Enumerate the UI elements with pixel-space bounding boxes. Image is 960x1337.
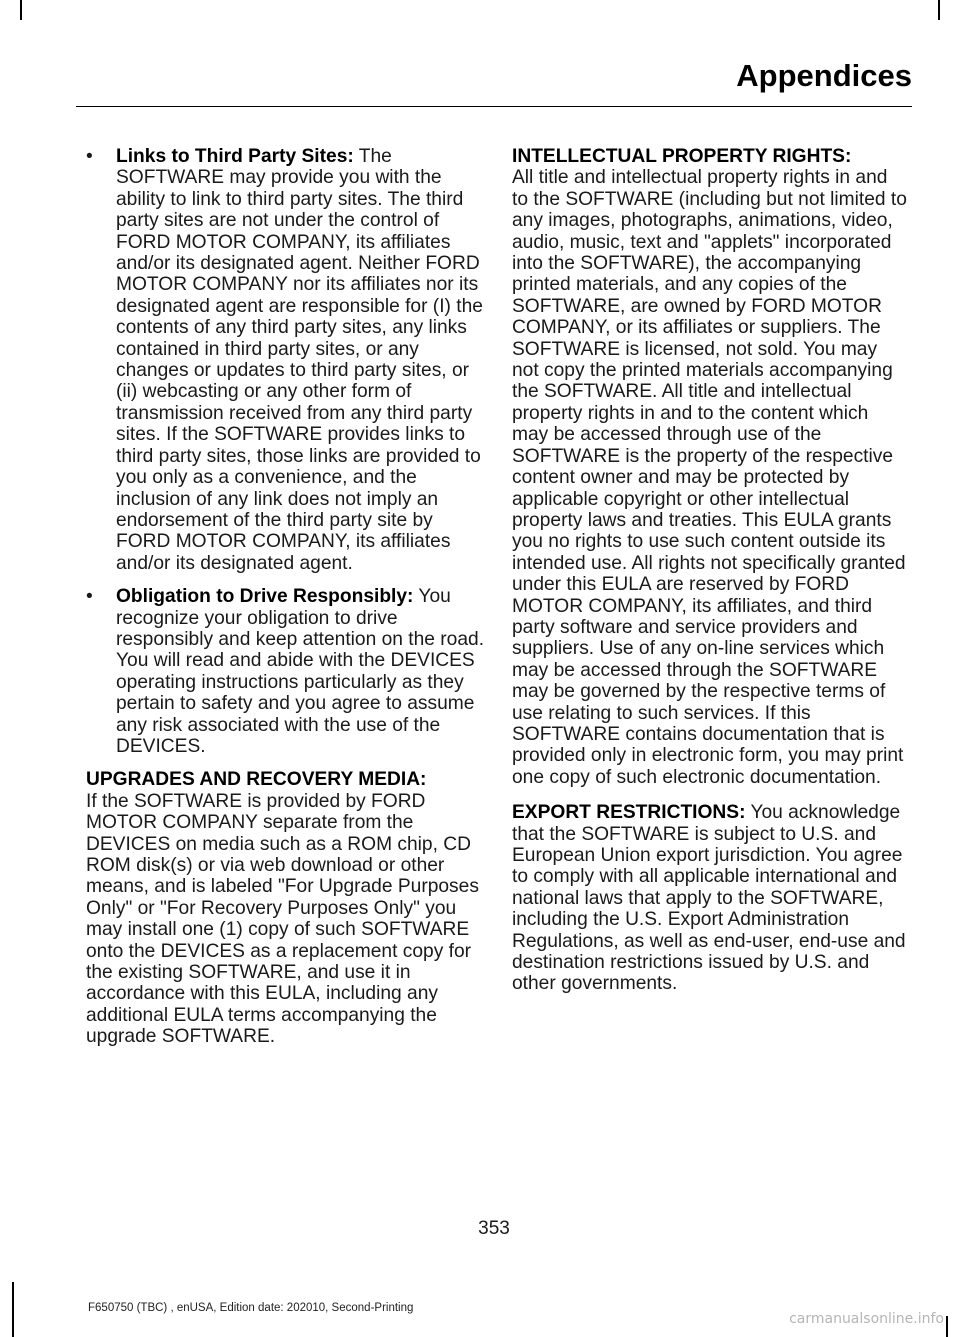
section-heading: EXPORT RESTRICTIONS: [512,802,746,824]
crop-mark-bottom-left [12,1282,14,1337]
header-divider [76,106,912,107]
section-heading: UPGRADES AND RECOVERY MEDIA: [86,769,427,791]
footer-edition: F650750 (TBC) , enUSA, Edition date: 202010, Second-Printing [88,1302,414,1314]
bullet-marker: • [86,586,93,608]
page-title: Appendices [736,58,912,93]
section-export-restrictions [512,802,908,995]
section-text: All title and intellectual property rights in and to the SOFTWARE (including but not limited to any images, photographs, animations, video, audio, music, text and "applets" incorporated into the SOFTWARE), the accompanying printed materials, and any copies of the SOFTWARE, are owned by FORD MOTOR COMPANY, or its affiliates or suppliers. The SOFTWARE is licensed, not sold. You may not copy the printed materials accompanying the SOFTWARE. All title and intellectual property rights in and to the content which may be accessed through use of the SOFTWARE is the property of the respective content owner and may be protected by applicable copyright or other intellectual property laws and treaties. This EULA grants you no rights to use such content outside its intended use. All rights not specifically granted under this EULA are reserved by FORD MOTOR COMPANY, its affiliates, and third party software and service providers and suppliers. Use of any on-line services which may be accessed through the SOFTWARE may be governed by the respective terms of use relating to such services. If this SOFTWARE contains documentation that is provided only in electronic form, you may print one copy of such electronic documentation. [512,167,907,788]
watermark-text: carmanualsonline.info [789,1311,944,1327]
crop-mark-top-right [938,0,940,20]
bullet-list [86,146,486,757]
item-label: Links to Third Party Sites: [116,146,354,167]
crop-mark-top-left [20,0,22,20]
bullet-marker: • [86,146,93,167]
right-column [512,146,908,1009]
left-column [86,146,486,1062]
list-item-drive-responsibly [86,586,486,757]
section-text: You acknowledge that the SOFTWARE is subject to U.S. and European Union export jurisdiction. You agree to comply with all applicable international and national laws that apply to the SOFTWARE, including the U.S. Export Administration Regulations, as well as end-user, end-use and destination restrictions issued by U.S. and other governments. [512,802,906,995]
item-text: The SOFTWARE may provide you with the ability to link to third party sites. The third party sites are not under the control of FORD MOTOR COMPANY, its affiliates and/or its designated agent. Neither FORD MOTOR COMPANY nor its affiliates nor its designated agent are responsible for (I) the contents of any third party sites, any links contained in third party sites, or any changes or updates to third party sites, or (ii) webcasting or any other form of transmission received from any third party sites. If the SOFTWARE provides links to third party sites, those links are provided to you only as a convenience, and the inclusion of any link does not imply an endorsement of the third party site by FORD MOTOR COMPANY, its affiliates and/or its designated agent. [116,146,483,574]
item-label: Obligation to Drive Responsibly: [116,586,414,608]
item-text: You recognize your obligation to drive responsibly and keep attention on the road. You will read and abide with the DEVICES operating instructions particularly as they pertain to safety and you agree to assume any risk associated with the use of the DEVICES. [116,586,485,757]
crop-mark-bottom-right [946,1316,948,1337]
section-text: If the SOFTWARE is provided by FORD MOTOR COMPANY separate from the DEVICES on media such as a ROM chip, CD ROM disk(s) or via web download or other means, and is labeled "For Upgrade Purposes Only" or "For Recovery Purposes Only" you may install one (1) copy of such SOFTWARE onto the DEVICES as a replacement copy for the existing SOFTWARE, and use it in accordance with this EULA, including any additional EULA terms accompanying the upgrade SOFTWARE. [86,790,479,1048]
page-number: 353 [478,1218,510,1239]
section-upgrades [86,769,486,1047]
section-intellectual-property [512,146,908,788]
section-heading: INTELLECTUAL PROPERTY RIGHTS: [512,146,852,167]
list-item-third-party-sites [86,146,486,574]
